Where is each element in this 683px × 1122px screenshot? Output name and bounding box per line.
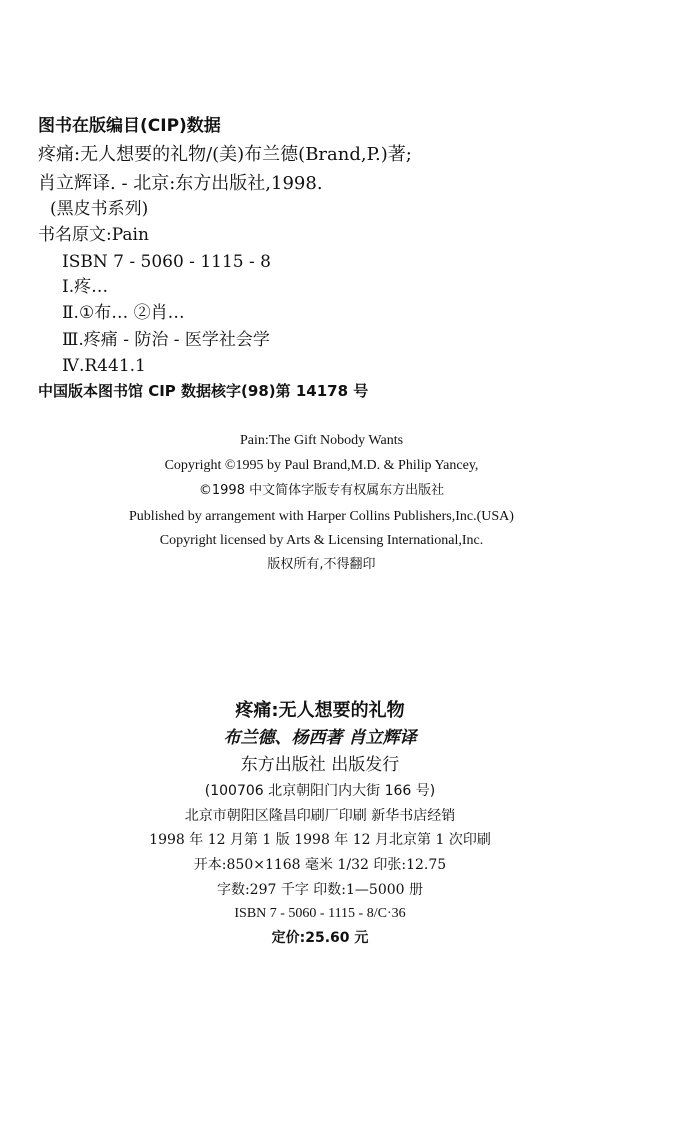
authors-line: 布兰德、杨西著 肖立辉译 (223, 728, 417, 748)
cip-subject-1: Ⅰ.疼… (62, 277, 109, 297)
cip-heading: 图书在版编目(CIP)数据 (38, 116, 221, 136)
publisher-line: 东方出版社 出版发行 (240, 755, 400, 775)
copyright-line: Copyright ©1995 by Paul Brand,M.D. & Philip Yancey, (164, 458, 479, 473)
cip-record-number: 中国版本图书馆 CIP 数据核字(98)第 14178 号 (38, 382, 369, 400)
price-line: 定价:25.60 元 (271, 930, 369, 946)
cip-subject-2: Ⅱ.①布… ②肖… (62, 303, 185, 323)
cip-subject-4: Ⅳ.R441.1 (62, 356, 146, 376)
all-rights-reserved: 版权所有,不得翻印 (267, 557, 376, 572)
word-count-line: 字数:297 千字 印数:1—5000 册 (216, 882, 424, 898)
licensed-by-line: Copyright licensed by Arts & Licensing International,Inc. (159, 533, 484, 548)
printer-line: 北京市朝阳区隆昌印刷厂印刷 新华书店经销 (184, 808, 456, 824)
original-title: Pain:The Gift Nobody Wants (239, 433, 404, 448)
cip-title-line: 疼痛:无人想要的礼物/(美)布兰德(Brand,P.)著; (38, 144, 412, 165)
publisher-address: (100706 北京朝阳门内大街 166 号) (204, 783, 436, 799)
cip-translator-line: 肖立辉译. - 北京:东方出版社,1998. (38, 173, 323, 194)
book-title: 疼痛:无人想要的礼物 (235, 700, 405, 721)
published-by-line: Published by arrangement with Harper Collins Publishers,Inc.(USA) (129, 509, 514, 524)
isbn-full-line: ISBN 7 - 5060 - 1115 - 8/C·36 (234, 906, 406, 921)
format-line: 开本:850×1168 毫米 1/32 印张:12.75 (193, 857, 447, 873)
chinese-rights-line: ©1998 中文简体字版专有权属东方出版社 (198, 483, 445, 498)
cip-series-line: (黑皮书系列) (50, 199, 149, 219)
cip-isbn: ISBN 7 - 5060 - 1115 - 8 (62, 252, 271, 272)
edition-line: 1998 年 12 月第 1 版 1998 年 12 月北京第 1 次印刷 (149, 832, 491, 848)
cip-original-title: 书名原文:Pain (38, 225, 149, 245)
cip-subject-3: Ⅲ.疼痛 - 防治 - 医学社会学 (62, 330, 270, 350)
